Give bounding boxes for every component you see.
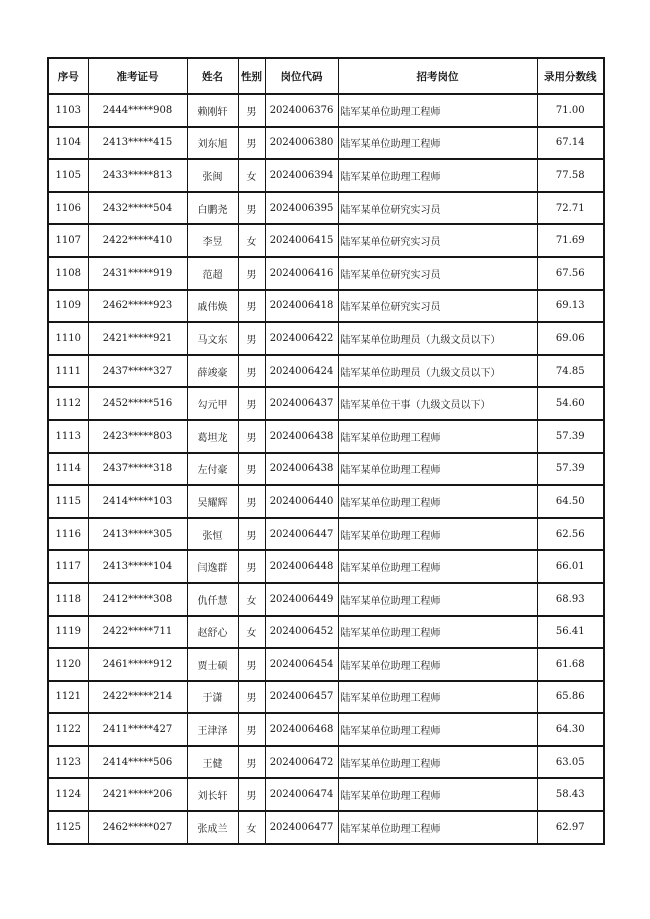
cell-gender: 男 — [238, 94, 265, 127]
cell-score-line: 58.43 — [537, 778, 604, 811]
cell-position: 陆军某单位研究实习员 — [338, 192, 537, 225]
cell-serial: 1105 — [48, 159, 88, 192]
cell-position-code: 2024006472 — [265, 746, 338, 779]
cell-gender: 男 — [238, 322, 265, 355]
table-row — [48, 746, 604, 779]
col-header-gender: 性别 — [238, 58, 265, 94]
table-row — [48, 290, 604, 323]
cell-serial: 1103 — [48, 94, 88, 127]
cell-gender: 男 — [238, 453, 265, 486]
cell-admission-ticket: 2422*****410 — [88, 224, 187, 257]
cell-gender: 男 — [238, 127, 265, 160]
cell-score-line: 63.05 — [537, 746, 604, 779]
cell-serial: 1104 — [48, 127, 88, 160]
cell-gender: 男 — [238, 355, 265, 388]
cell-name: 贾士硕 — [187, 648, 238, 681]
table-row — [48, 387, 604, 420]
cell-serial: 1125 — [48, 811, 88, 844]
table-row — [48, 322, 604, 355]
cell-position-code: 2024006394 — [265, 159, 338, 192]
cell-name: 薛竣豪 — [187, 355, 238, 388]
cell-position-code: 2024006457 — [265, 681, 338, 714]
cell-score-line: 74.85 — [537, 355, 604, 388]
cell-score-line: 66.01 — [537, 550, 604, 583]
cell-name: 张恒 — [187, 518, 238, 551]
cell-position: 陆军某单位助理工程师 — [338, 159, 537, 192]
cell-position-code: 2024006437 — [265, 387, 338, 420]
cell-gender: 男 — [238, 290, 265, 323]
cell-position: 陆军某单位助理工程师 — [338, 127, 537, 160]
cell-position: 陆军某单位助理工程师 — [338, 420, 537, 453]
cell-score-line: 62.56 — [537, 518, 604, 551]
cell-gender: 男 — [238, 387, 265, 420]
cell-serial: 1106 — [48, 192, 88, 225]
cell-admission-ticket: 2411*****427 — [88, 713, 187, 746]
cell-position-code: 2024006438 — [265, 453, 338, 486]
cell-score-line: 54.60 — [537, 387, 604, 420]
cell-position: 陆军某单位研究实习员 — [338, 290, 537, 323]
cell-name: 刘东旭 — [187, 127, 238, 160]
cell-position: 陆军某单位助理工程师 — [338, 550, 537, 583]
table-row — [48, 681, 604, 714]
table-row — [48, 420, 604, 453]
cell-name: 勾元甲 — [187, 387, 238, 420]
cell-admission-ticket: 2437*****318 — [88, 453, 187, 486]
cell-position: 陆军某单位干事（九级文员以下） — [338, 387, 537, 420]
cell-serial: 1119 — [48, 616, 88, 649]
table-row — [48, 550, 604, 583]
cell-admission-ticket: 2431*****919 — [88, 257, 187, 290]
cell-serial: 1118 — [48, 583, 88, 616]
cell-score-line: 57.39 — [537, 453, 604, 486]
cell-name: 仇仟慧 — [187, 583, 238, 616]
cell-position-code: 2024006416 — [265, 257, 338, 290]
cell-position-code: 2024006438 — [265, 420, 338, 453]
cell-name: 王津泽 — [187, 713, 238, 746]
cell-position: 陆军某单位助理工程师 — [338, 616, 537, 649]
cell-admission-ticket: 2432*****504 — [88, 192, 187, 225]
cell-serial: 1123 — [48, 746, 88, 779]
cell-gender: 女 — [238, 616, 265, 649]
cell-serial: 1113 — [48, 420, 88, 453]
cell-position: 陆军某单位助理工程师 — [338, 648, 537, 681]
cell-serial: 1117 — [48, 550, 88, 583]
table-row — [48, 485, 604, 518]
cell-name: 赖刚轩 — [187, 94, 238, 127]
cell-name: 王健 — [187, 746, 238, 779]
cell-score-line: 68.93 — [537, 583, 604, 616]
cell-gender: 男 — [238, 420, 265, 453]
cell-serial: 1110 — [48, 322, 88, 355]
cell-serial: 1124 — [48, 778, 88, 811]
col-header-serial: 序号 — [48, 58, 88, 94]
cell-score-line: 71.00 — [537, 94, 604, 127]
cell-name: 范超 — [187, 257, 238, 290]
cell-score-line: 62.97 — [537, 811, 604, 844]
table-row — [48, 713, 604, 746]
col-header-score-line: 录用分数线 — [537, 58, 604, 94]
cell-admission-ticket: 2462*****923 — [88, 290, 187, 323]
table-row — [48, 518, 604, 551]
cell-score-line: 69.13 — [537, 290, 604, 323]
cell-name: 戚伟焕 — [187, 290, 238, 323]
cell-serial: 1122 — [48, 713, 88, 746]
cell-gender: 女 — [238, 811, 265, 844]
cell-admission-ticket: 2433*****813 — [88, 159, 187, 192]
cell-position: 陆军某单位助理工程师 — [338, 778, 537, 811]
cell-admission-ticket: 2413*****104 — [88, 550, 187, 583]
cell-position: 陆军某单位助理工程师 — [338, 453, 537, 486]
cell-position-code: 2024006449 — [265, 583, 338, 616]
cell-position: 陆军某单位助理工程师 — [338, 681, 537, 714]
table-row — [48, 648, 604, 681]
cell-name: 吴耀辉 — [187, 485, 238, 518]
cell-serial: 1112 — [48, 387, 88, 420]
cell-admission-ticket: 2423*****803 — [88, 420, 187, 453]
cell-score-line: 71.69 — [537, 224, 604, 257]
cell-gender: 女 — [238, 583, 265, 616]
cell-position: 陆军某单位助理工程师 — [338, 94, 537, 127]
cell-gender: 男 — [238, 550, 265, 583]
cell-position-code: 2024006447 — [265, 518, 338, 551]
cell-position-code: 2024006454 — [265, 648, 338, 681]
cell-serial: 1109 — [48, 290, 88, 323]
cell-position-code: 2024006448 — [265, 550, 338, 583]
cell-position: 陆军某单位研究实习员 — [338, 257, 537, 290]
cell-position-code: 2024006395 — [265, 192, 338, 225]
cell-score-line: 64.30 — [537, 713, 604, 746]
cell-name: 于潇 — [187, 681, 238, 714]
cell-gender: 男 — [238, 746, 265, 779]
cell-score-line: 72.71 — [537, 192, 604, 225]
col-header-name: 姓名 — [187, 58, 238, 94]
table-row — [48, 778, 604, 811]
cell-admission-ticket: 2452*****516 — [88, 387, 187, 420]
cell-serial: 1114 — [48, 453, 88, 486]
cell-name: 左付豪 — [187, 453, 238, 486]
cell-admission-ticket: 2461*****912 — [88, 648, 187, 681]
cell-gender: 男 — [238, 192, 265, 225]
cell-score-line: 64.50 — [537, 485, 604, 518]
cell-name: 刘长轩 — [187, 778, 238, 811]
cell-serial: 1108 — [48, 257, 88, 290]
cell-position-code: 2024006376 — [265, 94, 338, 127]
table-row — [48, 224, 604, 257]
cell-score-line: 67.56 — [537, 257, 604, 290]
cell-admission-ticket: 2437*****327 — [88, 355, 187, 388]
cell-gender: 男 — [238, 257, 265, 290]
table-row — [48, 811, 604, 844]
cell-position-code: 2024006468 — [265, 713, 338, 746]
cell-gender: 男 — [238, 681, 265, 714]
col-header-position: 招考岗位 — [338, 58, 537, 94]
cell-name: 白鹏尧 — [187, 192, 238, 225]
cell-name: 葛坦龙 — [187, 420, 238, 453]
cell-position-code: 2024006440 — [265, 485, 338, 518]
cell-gender: 男 — [238, 778, 265, 811]
table-row — [48, 159, 604, 192]
cell-serial: 1115 — [48, 485, 88, 518]
cell-position-code: 2024006418 — [265, 290, 338, 323]
cell-position-code: 2024006474 — [265, 778, 338, 811]
cell-name: 闫逸群 — [187, 550, 238, 583]
header-row — [48, 58, 604, 94]
cell-score-line: 77.58 — [537, 159, 604, 192]
cell-gender: 男 — [238, 648, 265, 681]
col-header-position-code: 岗位代码 — [265, 58, 338, 94]
cell-position: 陆军某单位助理工程师 — [338, 811, 537, 844]
table-row — [48, 453, 604, 486]
score-table — [47, 57, 605, 845]
cell-position-code: 2024006477 — [265, 811, 338, 844]
cell-serial: 1111 — [48, 355, 88, 388]
cell-admission-ticket: 2413*****305 — [88, 518, 187, 551]
table-row — [48, 94, 604, 127]
cell-admission-ticket: 2444*****908 — [88, 94, 187, 127]
cell-score-line: 65.86 — [537, 681, 604, 714]
cell-serial: 1121 — [48, 681, 88, 714]
cell-position-code: 2024006424 — [265, 355, 338, 388]
table-row — [48, 583, 604, 616]
cell-position: 陆军某单位助理员（九级文员以下） — [338, 322, 537, 355]
cell-position-code: 2024006380 — [265, 127, 338, 160]
cell-serial: 1107 — [48, 224, 88, 257]
cell-serial: 1116 — [48, 518, 88, 551]
cell-admission-ticket: 2414*****103 — [88, 485, 187, 518]
cell-position: 陆军某单位助理工程师 — [338, 583, 537, 616]
cell-serial: 1120 — [48, 648, 88, 681]
cell-gender: 女 — [238, 159, 265, 192]
cell-position: 陆军某单位助理工程师 — [338, 746, 537, 779]
cell-admission-ticket: 2412*****308 — [88, 583, 187, 616]
col-header-admission-ticket: 准考证号 — [88, 58, 187, 94]
cell-position: 陆军某单位助理工程师 — [338, 518, 537, 551]
cell-name: 张闽 — [187, 159, 238, 192]
table-row — [48, 192, 604, 225]
table-row — [48, 127, 604, 160]
cell-position: 陆军某单位助理员（九级文员以下） — [338, 355, 537, 388]
cell-score-line: 69.06 — [537, 322, 604, 355]
cell-name: 赵舒心 — [187, 616, 238, 649]
cell-score-line: 56.41 — [537, 616, 604, 649]
cell-name: 马文东 — [187, 322, 238, 355]
cell-gender: 男 — [238, 713, 265, 746]
cell-score-line: 67.14 — [537, 127, 604, 160]
cell-position: 陆军某单位研究实习员 — [338, 224, 537, 257]
cell-position-code: 2024006415 — [265, 224, 338, 257]
cell-name: 张成兰 — [187, 811, 238, 844]
cell-gender: 男 — [238, 518, 265, 551]
table-row — [48, 616, 604, 649]
cell-admission-ticket: 2422*****711 — [88, 616, 187, 649]
cell-admission-ticket: 2422*****214 — [88, 681, 187, 714]
cell-admission-ticket: 2421*****206 — [88, 778, 187, 811]
cell-gender: 女 — [238, 224, 265, 257]
cell-admission-ticket: 2414*****506 — [88, 746, 187, 779]
cell-position: 陆军某单位助理工程师 — [338, 713, 537, 746]
cell-admission-ticket: 2462*****027 — [88, 811, 187, 844]
cell-admission-ticket: 2413*****415 — [88, 127, 187, 160]
table-body — [48, 94, 604, 844]
cell-position-code: 2024006452 — [265, 616, 338, 649]
cell-name: 李昱 — [187, 224, 238, 257]
cell-position: 陆军某单位助理工程师 — [338, 485, 537, 518]
table-row — [48, 257, 604, 290]
cell-score-line: 57.39 — [537, 420, 604, 453]
cell-position-code: 2024006422 — [265, 322, 338, 355]
cell-gender: 男 — [238, 485, 265, 518]
cell-score-line: 61.68 — [537, 648, 604, 681]
table-row — [48, 355, 604, 388]
cell-admission-ticket: 2421*****921 — [88, 322, 187, 355]
